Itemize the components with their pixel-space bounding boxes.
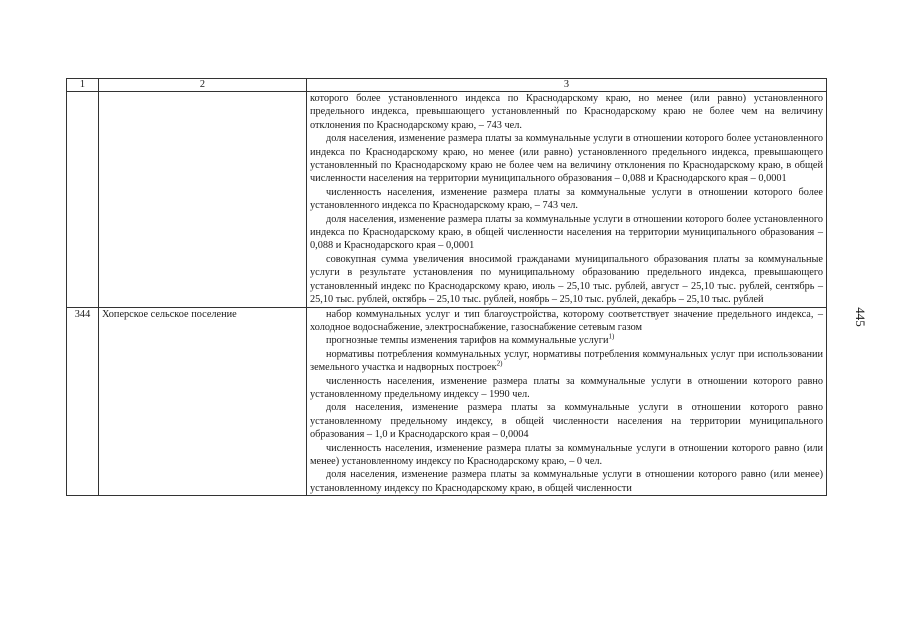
paragraph: доля населения, изменение размера платы за коммунальные услуги в отношении которого равно установленному предельному индексу, в общей численности населения на территории муниципального образования – 1,0 и Краснодарского края – 0,0004 (310, 402, 823, 441)
paragraph: доля населения, изменение размера платы за коммунальные услуги в отношении которого более установленного индекса по Краснодарскому краю, но менее (или равно) установленного предельного индекса, превышающего установленный по Краснодарскому краю не более чем на величину отклонения по Краснодарскому краю, в общей численности населения на территории муниципального образования – 0,088 и Краснодарского края – 0,0001 (310, 133, 823, 185)
row-number: 344 (67, 307, 99, 496)
document-table (66, 78, 827, 496)
page-number: 445 (853, 307, 868, 327)
row-number (67, 92, 99, 308)
table-row (67, 92, 827, 308)
footnote-marker: 1) (608, 332, 615, 341)
paragraph: численность населения, изменение размера платы за коммунальные услуги в отношении которого равно (или менее) установленному индексу по Краснодарскому краю, – 0 чел. (310, 442, 823, 467)
row-description (307, 92, 827, 308)
paragraph: доля населения, изменение размера платы за коммунальные услуги в отношении которого более установленного индекса по Краснодарскому краю, в общей численности населения на территории муниципального образования – 0,088 и Краснодарского края – 0,0001 (310, 213, 823, 252)
paragraph (310, 348, 823, 375)
header-col-2: 2 (99, 79, 307, 92)
row-municipality-name (99, 92, 307, 308)
paragraph-text: прогнозные темпы изменения тарифов на коммунальные услуги (326, 335, 609, 347)
paragraph (310, 334, 823, 347)
header-col-1: 1 (67, 79, 99, 92)
footnote-marker: 2) (496, 359, 503, 368)
paragraph-text: нормативы потребления коммунальных услуг, нормативы потребления коммунальных услуг при использовании земельного участка и надворных построек (310, 348, 823, 374)
paragraph: набор коммунальных услуг и тип благоустройства, которому соответствует значение предельного индекса, – холодное водоснабжение, электроснабжение, газоснабжение сетевым газом (310, 308, 823, 333)
header-col-3: 3 (307, 79, 827, 92)
paragraph: численность населения, изменение размера платы за коммунальные услуги в отношении которого равно установленному предельному индексу – 1990 чел. (310, 375, 823, 400)
paragraph: численность населения, изменение размера платы за коммунальные услуги в отношении которого более установленного индекса по Краснодарскому краю, – 743 чел. (310, 186, 823, 212)
row-description (307, 307, 827, 496)
paragraph: доля населения, изменение размера платы за коммунальные услуги в отношении которого равно (или менее) установленному индексу по Краснодарскому краю, в общей численности (310, 469, 823, 494)
paragraph: которого более установленного индекса по Краснодарскому краю, но менее (или равно) установленного предельного индекса, превышающего установленный по Краснодарскому краю не более чем на величину отклонения по Краснодарскому краю, – 743 чел. (310, 93, 823, 131)
table-header-row (67, 79, 827, 92)
paragraph: совокупная сумма увеличения вносимой гражданами муниципального образования платы за коммунальные услуги в результате установления по муниципальному образованию предельного индекса, превышающего установленный индекс по Краснодарскому краю, июль – 25,10 тыс. рублей, август – 25,10 тыс. рублей, сентябрь – 25,10 тыс. рублей, октябрь – 25,10 тыс. рублей, ноябрь – 25,10 тыс. рублей, декабрь – 25,10 тыс. рублей (310, 253, 823, 306)
row-municipality-name: Хоперское сельское поселение (99, 307, 307, 496)
table-row (67, 307, 827, 496)
